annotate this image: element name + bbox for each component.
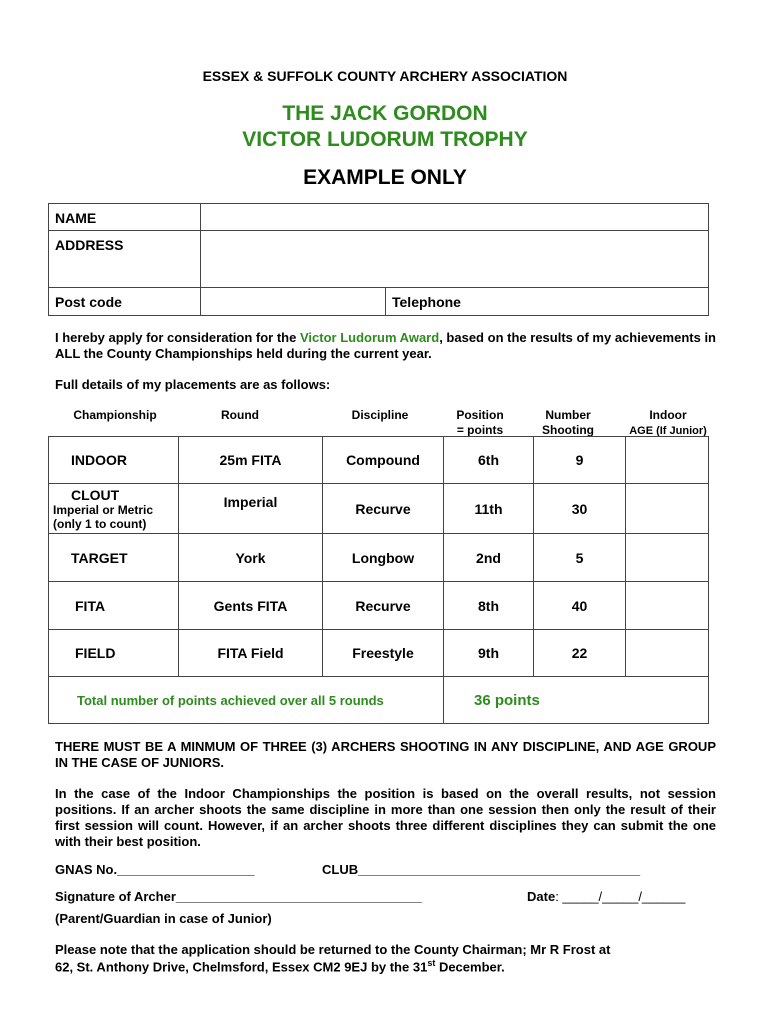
row-round: Imperial — [179, 484, 323, 534]
row-age[interactable] — [626, 582, 709, 630]
guardian-note: (Parent/Guardian in case of Junior) — [55, 911, 272, 926]
results-table — [48, 436, 709, 724]
row-position: 8th — [444, 582, 534, 630]
telephone-label: Telephone — [386, 288, 709, 316]
row-number: 40 — [534, 582, 626, 630]
trophy-title-line2: VICTOR LUDORUM TROPHY — [242, 128, 528, 151]
table-row — [49, 630, 709, 677]
details-intro: Full details of my placements are as follows: — [55, 377, 331, 392]
address-label: ADDRESS — [49, 231, 201, 288]
row-number: 9 — [534, 437, 626, 484]
association-heading: ESSEX & SUFFOLK COUNTY ARCHERY ASSOCIATION — [202, 68, 568, 84]
table-row — [49, 484, 709, 534]
row-round: FITA Field — [179, 630, 323, 677]
example-only-label: EXAMPLE ONLY — [303, 166, 467, 189]
row-championship: TARGET — [49, 534, 179, 582]
row-discipline: Recurve — [323, 582, 444, 630]
name-field[interactable] — [201, 204, 709, 231]
row-round: Gents FITA — [179, 582, 323, 630]
intro-paragraph: I hereby apply for consideration for the Victor Ludorum Award, based on the results of my achievements in ALL the County Championships held during the current year. — [55, 330, 716, 361]
total-points: 36 points — [444, 677, 709, 724]
row-number: 5 — [534, 534, 626, 582]
indoor-note: In the case of the Indoor Championships the position is based on the overall results, not session positions. If an archer shoots the same discipline in more than one session then only the result of their first session will count. However, if an archer shoots three different disciplines they can submit the one with their best position. — [55, 786, 716, 849]
header-round: Round — [221, 408, 259, 422]
row-position: 9th — [444, 630, 534, 677]
award-name: Victor Ludorum Award — [299, 330, 440, 345]
table-row — [49, 582, 709, 630]
row-number: 30 — [534, 484, 626, 534]
header-indoor-age: Indoor AGE (If Junior) — [629, 408, 707, 437]
postcode-label: Post code — [49, 288, 201, 316]
header-number: Number Shooting — [542, 408, 594, 437]
total-label: Total number of points achieved over all 5 rounds — [49, 677, 444, 724]
signature-field[interactable]: Signature of Archer__________________________________ — [55, 889, 422, 904]
row-number: 22 — [534, 630, 626, 677]
table-row — [49, 534, 709, 582]
header-discipline: Discipline — [351, 408, 409, 422]
club-field[interactable]: CLUB_______________________________________ — [322, 862, 641, 877]
row-discipline: Longbow — [323, 534, 444, 582]
date-field[interactable]: Date: _____/_____/______ — [527, 889, 686, 904]
table-row — [49, 437, 709, 484]
row-discipline: Compound — [323, 437, 444, 484]
gnas-number-field[interactable]: GNAS No.___________________ — [55, 862, 255, 877]
total-row — [49, 677, 709, 724]
row-championship: FIELD — [49, 630, 179, 677]
row-age[interactable] — [626, 534, 709, 582]
row-position: 11th — [444, 484, 534, 534]
address-field[interactable] — [201, 231, 709, 288]
postcode-field[interactable] — [201, 288, 386, 316]
return-instructions-line1: Please note that the application should be returned to the County Chairman; Mr R Frost at — [55, 942, 611, 957]
header-position: Position = points — [456, 408, 504, 437]
row-age[interactable] — [626, 630, 709, 677]
return-instructions-line2: 62, St. Anthony Drive, Chelmsford, Essex CM2 9EJ by the 31st December. — [55, 958, 505, 975]
row-round: 25m FITA — [179, 437, 323, 484]
row-championship: CLOUT Imperial or Metric (only 1 to count) — [49, 484, 179, 534]
header-championship: Championship — [73, 408, 157, 422]
row-position: 2nd — [444, 534, 534, 582]
row-discipline: Freestyle — [323, 630, 444, 677]
row-championship: FITA — [49, 582, 179, 630]
row-championship: INDOOR — [49, 437, 179, 484]
row-age[interactable] — [626, 437, 709, 484]
applicant-details-table — [48, 203, 709, 316]
row-position: 6th — [444, 437, 534, 484]
row-round: York — [179, 534, 323, 582]
name-label: NAME — [49, 204, 201, 231]
row-discipline: Recurve — [323, 484, 444, 534]
row-age[interactable] — [626, 484, 709, 534]
trophy-title-line1: THE JACK GORDON — [282, 102, 488, 125]
minimum-archers-note: THERE MUST BE A MINMUM OF THREE (3) ARCHERS SHOOTING IN ANY DISCIPLINE, AND AGE GROUP IN THE CASE OF JUNIORS. — [55, 739, 716, 770]
